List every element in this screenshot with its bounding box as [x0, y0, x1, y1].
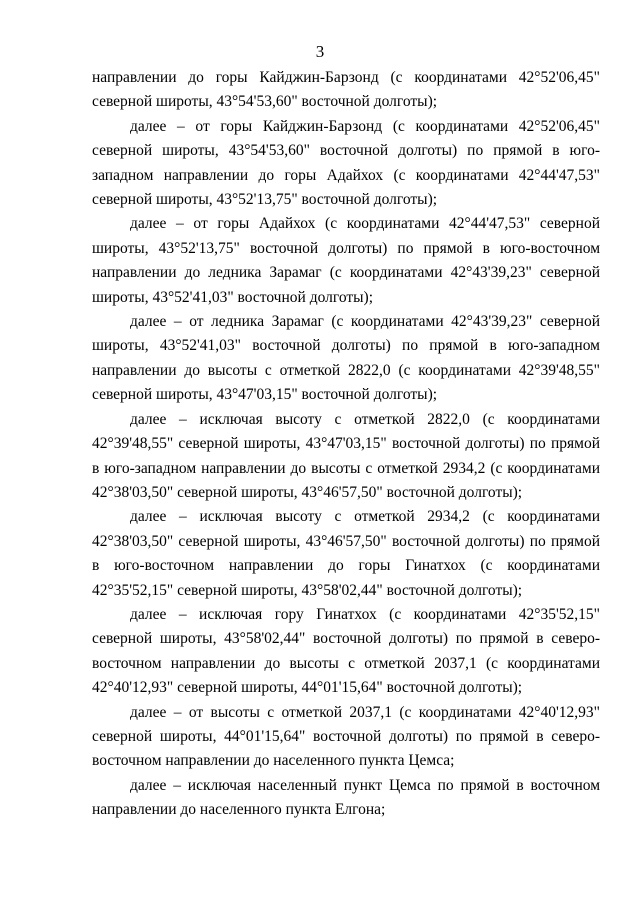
- page-number: 3: [315, 42, 325, 61]
- paragraph: далее – исключая гору Гинатхох (с координатами 42°35'52,15" северной широты, 43°58'02,44" восточной долготы) по прямой в северо-восточном направлении до высоты с отметкой 2037,1 (с координатами 42°40'12,93" северной широты, 44°01'15,64" восточной долготы);: [92, 605, 600, 697]
- paragraph: направлении до горы Кайджин-Барзонд (с координатами 42°52'06,45" северной широты, 43°54'53,60" восточной долготы);: [92, 69, 600, 111]
- document-body: [92, 66, 600, 823]
- paragraph: далее – от высоты с отметкой 2037,1 (с координатами 42°40'12,93" северной широты, 44°01'15,64" восточной долготы) по прямой в северо-восточном направлении до населенного пункта Цемса;: [92, 703, 600, 770]
- paragraph: далее – исключая высоту с отметкой 2822,0 (с координатами 42°39'48,55" северной широты, 43°47'03,15" восточной долготы) по прямой в юго-западном направлении до высоты с отметкой 2934,2 (с координатами 42°38'03,50" северной широты, 43°46'57,50" восточной долготы);: [92, 410, 600, 501]
- paragraph: далее – от ледника Зарамаг (с координатами 42°43'39,23" северной широты, 43°52'41,03" восточной долготы) по прямой в юго-западном направлении до высоты с отметкой 2822,0 (с координатами 42°39'48,55" северной широты, 43°47'03,15" восточной долготы);: [92, 313, 600, 404]
- paragraph: далее – исключая высоту с отметкой 2934,2 (с координатами 42°38'03,50" северной широты, 43°46'57,50" восточной долготы) по прямой в юго-восточном направлении до горы Гинатхох (с координатами 42°35'52,15" северной широты, 43°58'02,44" восточной долготы);: [92, 508, 600, 599]
- paragraph: далее – исключая населенный пункт Цемса по прямой в восточном направлении до населенного пункта Елгона;: [92, 776, 600, 819]
- paragraph: далее – от горы Адайхох (с координатами 42°44'47,53" северной широты, 43°52'13,75" восточной долготы) по прямой в юго-восточном направлении до ледника Зарамаг (с координатами 42°43'39,23" северной широты, 43°52'41,03" восточной долготы);: [92, 215, 600, 306]
- paragraph: далее – от горы Кайджин-Барзонд (с координатами 42°52'06,45" северной широты, 43°54'53,60" восточной долготы) по прямой в юго-западном направлении до горы Адайхох (с координатами 42°44'47,53" северной широты, 43°52'13,75" восточной долготы);: [92, 117, 600, 209]
